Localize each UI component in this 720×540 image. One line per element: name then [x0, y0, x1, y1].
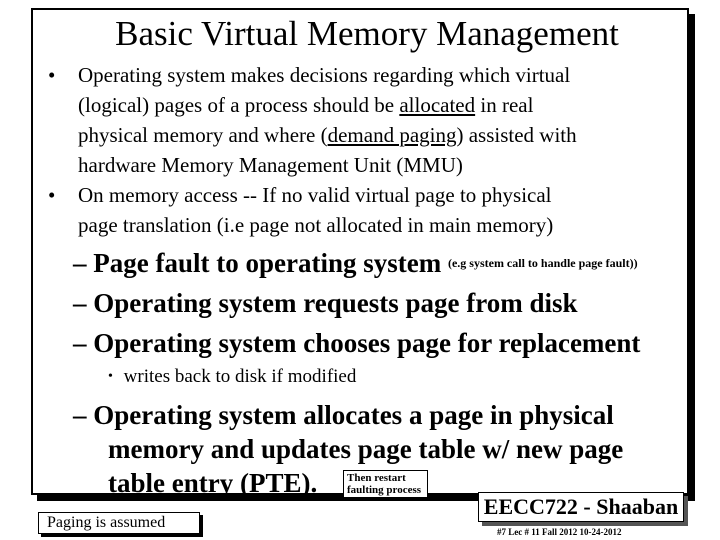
paging-assumed-box: Paging is assumed — [38, 512, 200, 534]
step-page-fault-note: (e.g system call to handle page fault)) — [447, 256, 638, 270]
bullet-2-line-2: page translation (i.e page not allocated in main memory) — [78, 213, 554, 237]
sub-bullet-writes-back — [108, 366, 356, 388]
bullet-1-marker: • — [48, 63, 56, 87]
bullet-2-marker: • — [48, 183, 56, 207]
step-allocate-page-line-3: table entry (PTE). — [108, 468, 318, 498]
bullet-1-line-4: hardware Memory Management Unit (MMU) — [78, 153, 463, 177]
demand-paging-term: demand paging — [327, 123, 457, 147]
bullet-1-line-3 — [78, 120, 698, 150]
bullet-2 — [48, 180, 688, 240]
bullet-1-line-2 — [78, 90, 698, 120]
bullet-2-text — [78, 180, 698, 240]
allocated-term: allocated — [399, 93, 476, 117]
sub-bullet-marker: • — [108, 369, 113, 384]
course-brand: EECC722 - Shaaban — [478, 492, 684, 522]
step-page-fault — [73, 246, 638, 281]
bullet-1-line-2a: (logical) pages of a process should be — [78, 93, 400, 117]
step-allocate-page-line-2: memory and updates page table w/ new page — [108, 434, 624, 464]
bullet-1-line-2c: in real — [475, 93, 534, 117]
bullet-2-line-1: On memory access -- If no valid virtual page to physical — [78, 183, 552, 207]
bullet-1 — [48, 60, 688, 180]
bullet-1-line-3c: ) assisted with — [456, 123, 577, 147]
bullet-1-text — [78, 60, 698, 180]
bullet-1-line-1: Operating system makes decisions regarding which virtual — [78, 63, 571, 87]
step-request-page: – Operating system requests page from disk — [73, 288, 578, 318]
bullet-1-line-3a: physical memory and where ( — [78, 123, 328, 147]
sub-bullet-text: writes back to disk if modified — [123, 366, 357, 387]
slide-footer: #7 Lec # 11 Fall 2012 10-24-2012 — [497, 527, 622, 537]
step-allocate-page-line-1: – Operating system allocates a page in physical — [73, 400, 614, 430]
step-choose-page: – Operating system chooses page for replacement — [73, 328, 641, 358]
restart-note: Then restart faulting process — [343, 470, 428, 498]
slide-title: Basic Virtual Memory Management — [115, 14, 619, 53]
step-page-fault-text: – Page fault to operating system — [73, 248, 442, 278]
